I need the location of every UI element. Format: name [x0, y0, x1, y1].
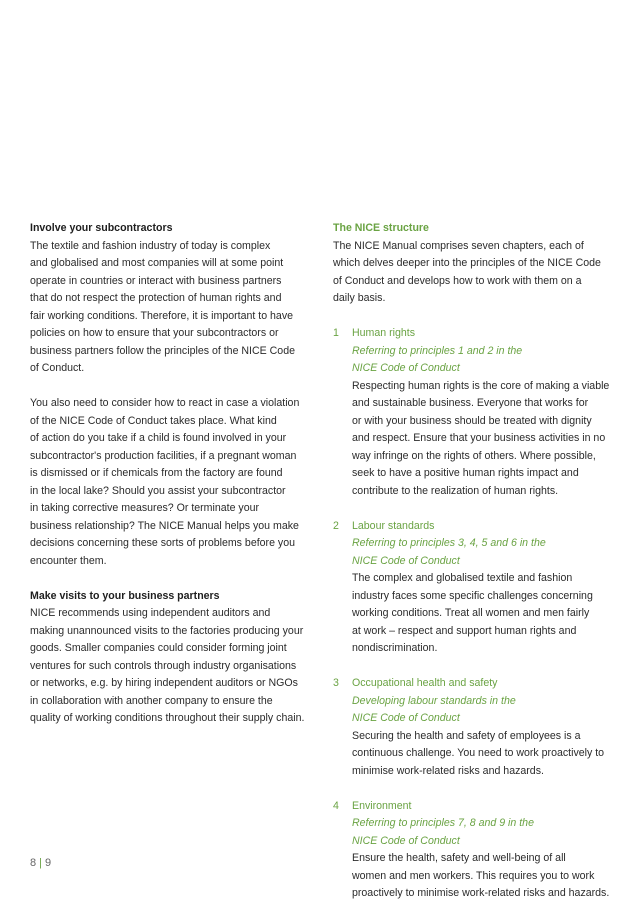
- chapter-title: Occupational health and safety: [352, 677, 498, 689]
- text-line: that do not respect the protection of human rights and: [30, 292, 282, 304]
- left-column: [30, 220, 320, 728]
- text-line: business partners follow the principles of the NICE Code: [30, 344, 295, 357]
- text-line: Developing labour standards in the: [352, 694, 516, 707]
- page-number-separator: |: [39, 857, 42, 869]
- chapter-3: [333, 675, 618, 780]
- text-line: Referring to principles 1 and 2 in the: [352, 344, 523, 357]
- text-line: NICE Code of Conduct: [352, 834, 460, 847]
- text-line: quality of working conditions throughout their supply chain.: [30, 712, 305, 724]
- chapter-4: [333, 798, 618, 903]
- paragraph-visits: [30, 605, 320, 728]
- text-line: NICE Code of Conduct: [352, 712, 460, 724]
- text-line: subcontractor's production facilities, if a pregnant woman: [30, 449, 297, 462]
- text-line: of action do you take if a child is found involved in your: [30, 432, 287, 444]
- heading-visits-business-partners: Make visits to your business partners: [30, 589, 220, 602]
- text-line: and respect. Ensure that your business activities in no: [352, 432, 606, 444]
- text-line: seek to have a positive human rights impact and: [352, 467, 579, 479]
- chapter-reference: [352, 815, 618, 850]
- chapter-list: [333, 308, 618, 903]
- heading-nice-structure: The NICE structure: [333, 222, 429, 234]
- paragraph-violation-response: [30, 395, 320, 570]
- text-line: in the local lake? Should you assist your subcontractor: [30, 484, 286, 497]
- page-number: [30, 857, 51, 869]
- text-line: Referring to principles 3, 4, 5 and 6 in the: [352, 537, 546, 549]
- text-line: at work – respect and support human rights and: [352, 624, 577, 637]
- chapter-number: 4: [333, 799, 339, 812]
- chapter-2: [333, 518, 618, 658]
- text-line: policies on how to ensure that your subcontractors or: [30, 327, 279, 339]
- text-line: industry faces some specific challenges concerning: [352, 589, 593, 602]
- text-line: NICE Code of Conduct: [352, 362, 460, 374]
- paragraph-subcontractors-intro: [30, 238, 320, 378]
- text-line: operate in countries or interact with business partners: [30, 274, 282, 287]
- chapter-title: Labour standards: [352, 519, 435, 532]
- text-line: The complex and globalised textile and fashion: [352, 572, 573, 584]
- chapter-reference: [352, 343, 618, 378]
- text-line: You also need to consider how to react in case a violation: [30, 397, 300, 409]
- chapter-reference: [352, 535, 618, 570]
- text-line: making unannounced visits to the factories producing your: [30, 624, 304, 637]
- text-line: is dismissed or if chemicals from the factory are found: [30, 467, 283, 479]
- text-line: proactively to minimise work-related risks and hazards.: [352, 887, 610, 899]
- heading-involve-subcontractors: Involve your subcontractors: [30, 222, 173, 234]
- text-line: The textile and fashion industry of today is complex: [30, 239, 271, 252]
- text-line: women and men workers. This requires you to work: [352, 869, 595, 882]
- text-line: daily basis.: [333, 292, 386, 304]
- text-line: and sustainable business. Everyone that works for: [352, 397, 589, 409]
- text-line: nondiscrimination.: [352, 642, 438, 654]
- text-line: of the NICE Code of Conduct takes place. What kind: [30, 414, 277, 427]
- chapter-title: Environment: [352, 799, 412, 812]
- text-line: The NICE Manual comprises seven chapters, each of: [333, 239, 584, 252]
- chapter-number: 1: [333, 327, 339, 339]
- right-column: [333, 220, 618, 903]
- text-line: minimise work-related risks and hazards.: [352, 764, 544, 777]
- text-line: NICE Code of Conduct: [352, 554, 460, 567]
- text-line: fair working conditions. Therefore, it is important to have: [30, 309, 294, 322]
- text-line: Ensure the health, safety and well-being of all: [352, 852, 566, 864]
- text-line: way infringe on the rights of others. Where possible,: [352, 449, 596, 462]
- text-line: which delves deeper into the principles of the NICE Code: [333, 257, 601, 269]
- chapter-reference: [352, 693, 618, 728]
- text-line: or with your business should be treated with dignity: [352, 414, 592, 427]
- text-line: of Conduct and develops how to work with them on a: [333, 274, 582, 287]
- text-line: Respecting human rights is the core of making a viable: [352, 379, 610, 392]
- text-line: working conditions. Treat all women and men fairly: [352, 607, 590, 619]
- text-line: of Conduct.: [30, 362, 85, 374]
- chapter-body: [352, 378, 618, 501]
- text-line: goods. Smaller companies could consider forming joint: [30, 642, 287, 654]
- page-number-right: 9: [44, 857, 52, 869]
- text-line: business relationship? The NICE Manual helps you make: [30, 519, 299, 532]
- text-line: NICE recommends using independent auditors and: [30, 607, 271, 619]
- chapter-body: [352, 570, 618, 658]
- paragraph-structure-intro: [333, 238, 618, 308]
- text-line: in collaboration with another company to ensure the: [30, 694, 273, 707]
- text-line: encounter them.: [30, 554, 107, 567]
- text-line: and globalised and most companies will at some point: [30, 257, 284, 269]
- text-line: continuous challenge. You need to work proactively to: [352, 747, 605, 759]
- page-number-left: 8: [30, 857, 37, 869]
- chapter-1: [333, 325, 618, 500]
- chapter-number: 2: [333, 519, 339, 532]
- text-line: or networks, e.g. by hiring independent auditors or NGOs: [30, 677, 298, 689]
- text-line: ventures for such controls through industry organisations: [30, 659, 297, 672]
- chapter-title: Human rights: [352, 327, 415, 339]
- text-line: decisions concerning these sorts of problems before you: [30, 537, 295, 549]
- text-line: contribute to the realization of human rights.: [352, 484, 559, 497]
- chapter-body: [352, 850, 618, 903]
- text-line: in taking corrective measures? Or terminate your: [30, 502, 260, 514]
- text-line: Securing the health and safety of employees is a: [352, 729, 581, 742]
- chapter-number: 3: [333, 677, 339, 689]
- text-line: Referring to principles 7, 8 and 9 in the: [352, 817, 534, 829]
- chapter-body: [352, 728, 618, 781]
